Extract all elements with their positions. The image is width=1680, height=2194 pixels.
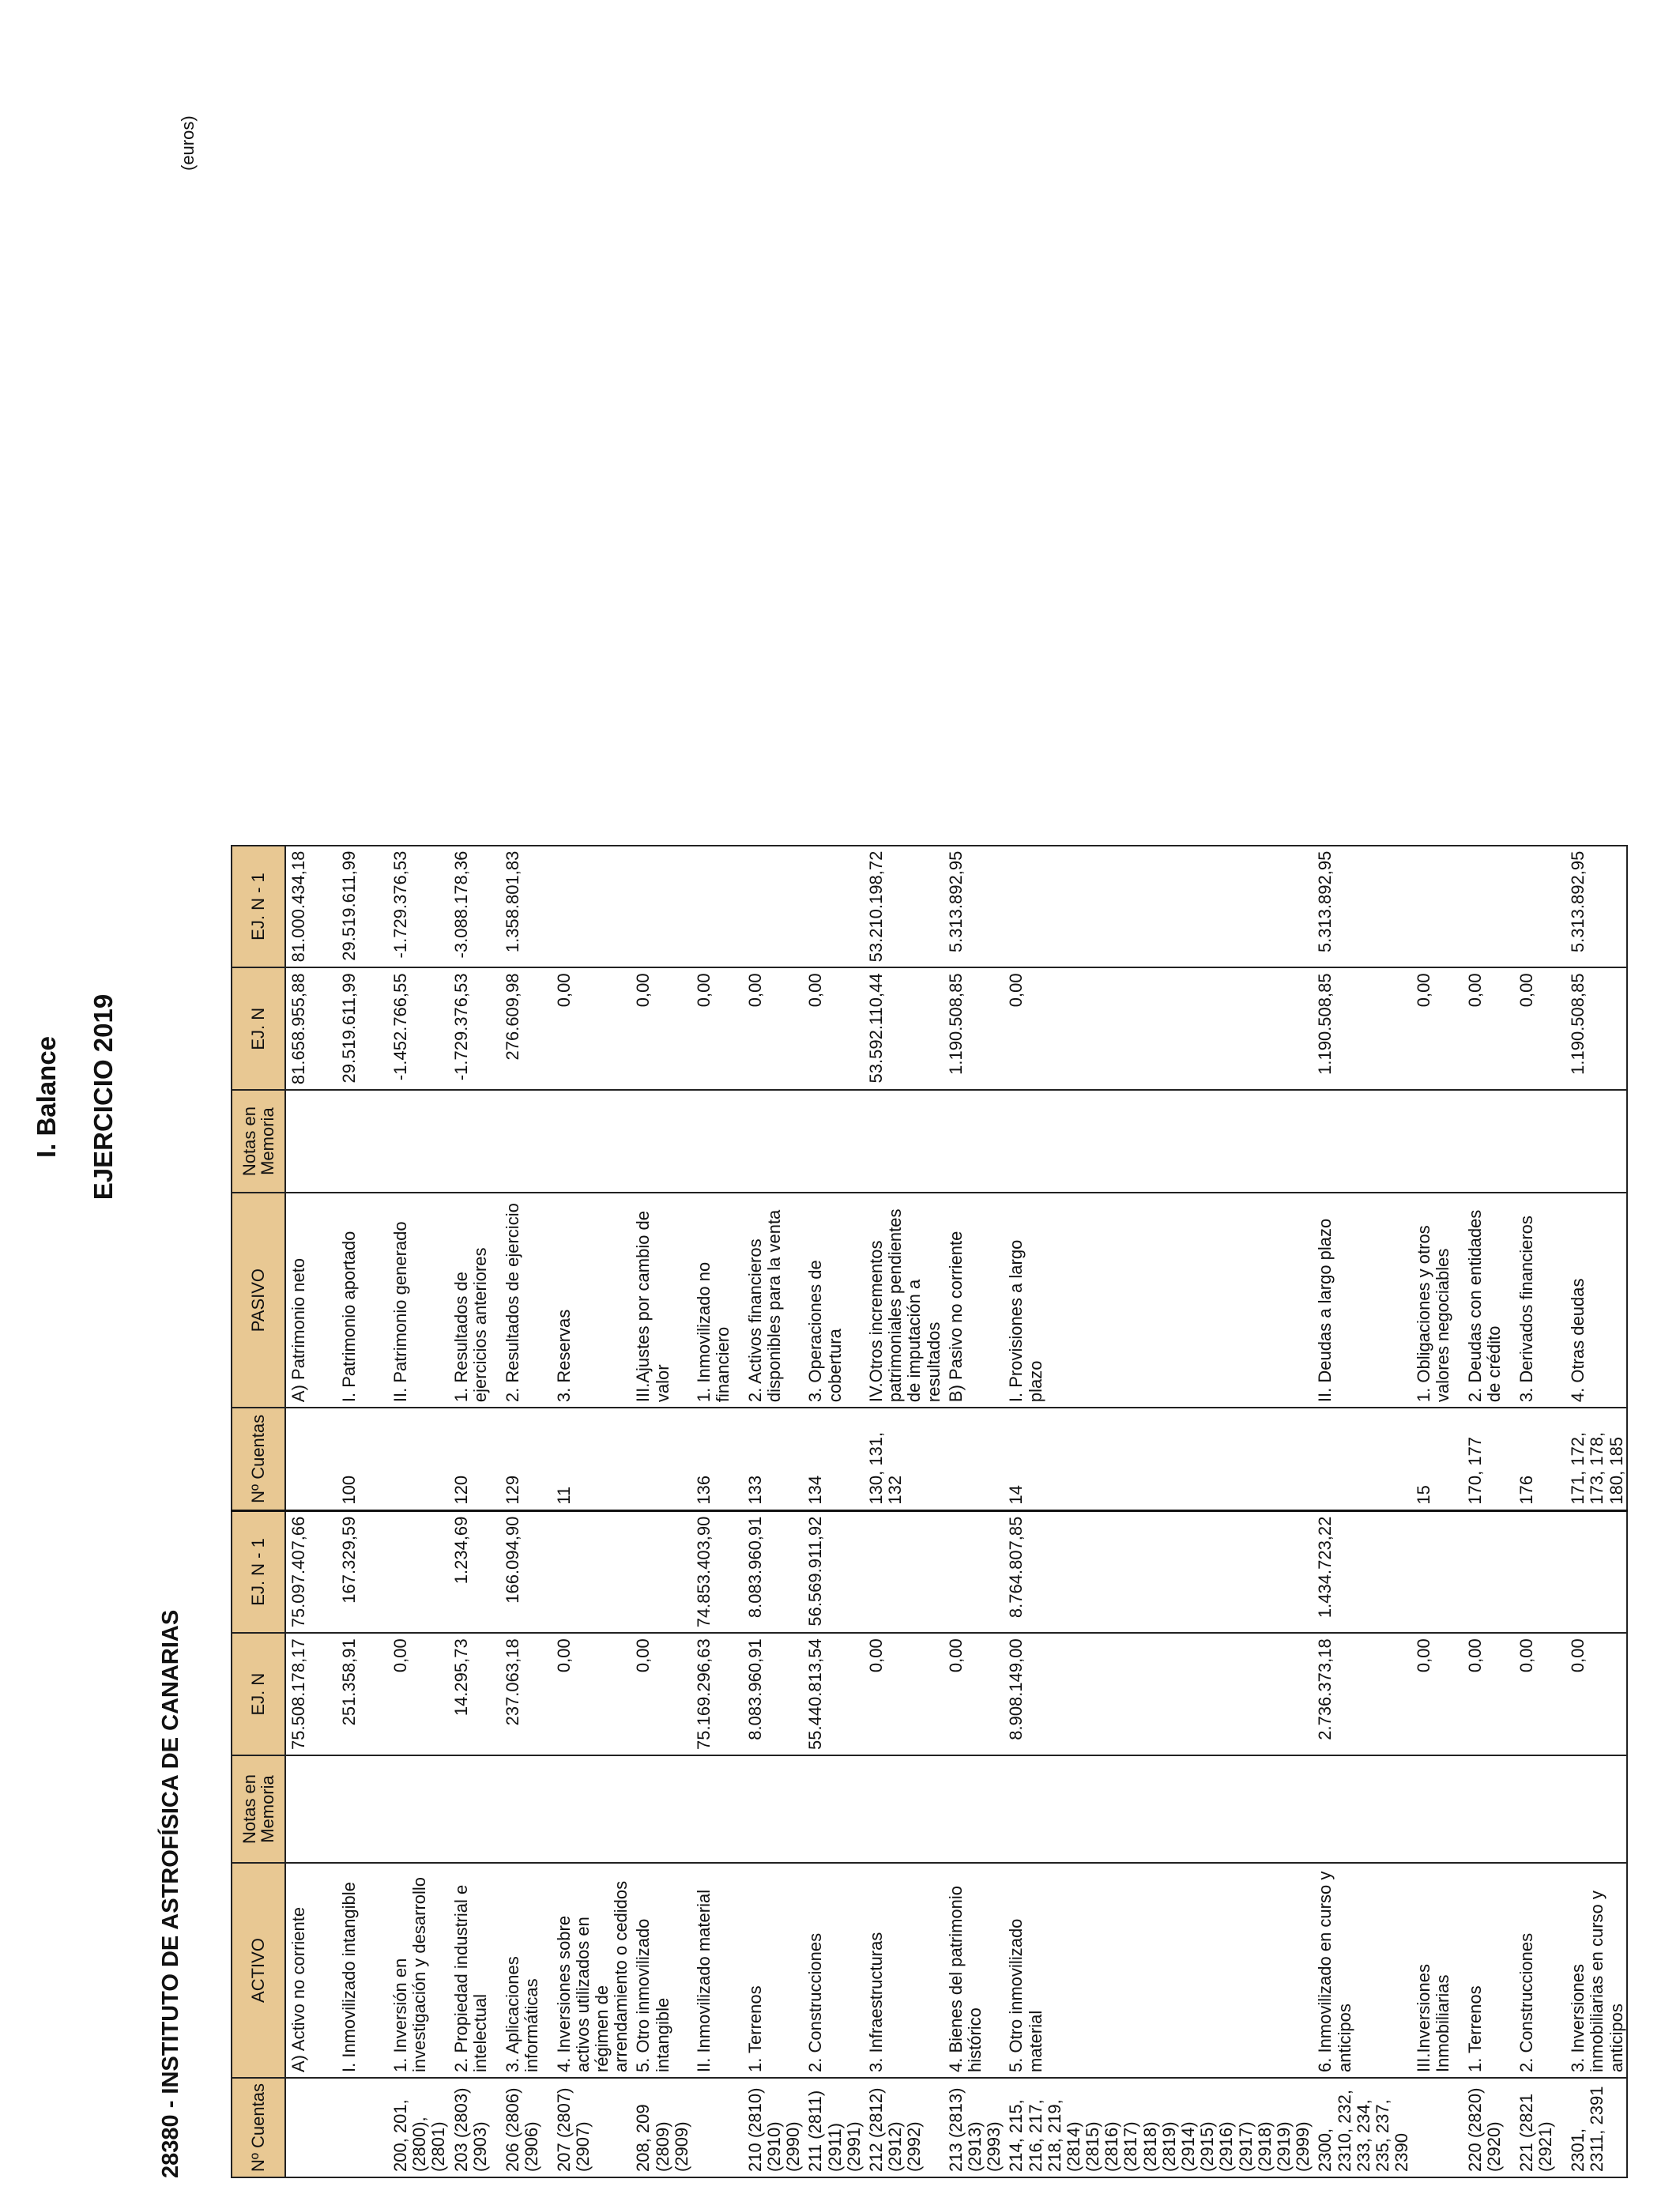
notas-activo — [500, 1755, 552, 1863]
pasivo-ej-n1: 5.313.892,95 — [1313, 846, 1411, 968]
notas-activo — [944, 1755, 1004, 1863]
notas-activo — [864, 1755, 944, 1863]
table-row — [1514, 846, 1565, 2177]
account-code-pasivo — [285, 1408, 337, 1510]
notas-activo — [1463, 1755, 1514, 1863]
table-header-row — [232, 846, 285, 2177]
table-row — [803, 846, 864, 2177]
pasivo-ej-n: 1.190.508,85 — [1565, 967, 1627, 1090]
notas-pasivo — [500, 1090, 552, 1193]
notas-activo — [1313, 1755, 1411, 1863]
pasivo-ej-n: -1.452.766,55 — [388, 967, 449, 1090]
pasivo-ej-n1 — [1004, 846, 1313, 968]
header-ejn1-pasivo: EJ. N - 1 — [232, 846, 285, 968]
activo-label: II. Inmovilizado material — [691, 1863, 743, 2078]
header-ejn-activo: EJ. N — [232, 1633, 285, 1755]
account-code-activo — [285, 2078, 337, 2177]
header-pasivo: PASIVO — [232, 1193, 285, 1408]
pasivo-label: 1. Obligaciones y otros valores negociables — [1411, 1193, 1463, 1408]
notas-activo — [1411, 1755, 1463, 1863]
pasivo-label: I. Provisiones a largo plazo — [1004, 1193, 1313, 1408]
activo-label: I. Inmovilizado intangible — [337, 1863, 388, 2078]
pasivo-ej-n1: 53.210.198,72 — [864, 846, 944, 968]
table-row — [552, 846, 631, 2177]
pasivo-label: 1. Resultados de ejercicios anteriores — [449, 1193, 500, 1408]
pasivo-ej-n1 — [631, 846, 691, 968]
account-code-pasivo: 133 — [743, 1408, 804, 1510]
notas-pasivo — [449, 1090, 500, 1193]
pasivo-ej-n: 81.658.955,88 — [285, 967, 337, 1090]
pasivo-ej-n: 29.519.611,99 — [337, 967, 388, 1090]
table-row — [337, 846, 388, 2177]
notas-activo — [743, 1755, 804, 1863]
account-code-pasivo: 129 — [500, 1408, 552, 1510]
table-row — [743, 846, 804, 2177]
table-row — [631, 846, 691, 2177]
pasivo-ej-n: 1.190.508,85 — [1313, 967, 1411, 1090]
pasivo-ej-n: 0,00 — [631, 967, 691, 1090]
account-code-pasivo — [388, 1408, 449, 1510]
pasivo-ej-n: 53.592.110,44 — [864, 967, 944, 1090]
activo-ej-n1: 166.094,90 — [500, 1510, 552, 1633]
pasivo-label: A) Patrimonio neto — [285, 1193, 337, 1408]
activo-ej-n: 251.358,91 — [337, 1633, 388, 1755]
activo-ej-n: 0,00 — [864, 1633, 944, 1755]
pasivo-ej-n1 — [1514, 846, 1565, 968]
activo-ej-n1 — [1514, 1510, 1565, 1633]
header-cuentas-activo: Nº Cuentas — [232, 2078, 285, 2177]
account-code-activo — [691, 2078, 743, 2177]
pasivo-ej-n1: 81.000.434,18 — [285, 846, 337, 968]
pasivo-ej-n: 0,00 — [803, 967, 864, 1090]
account-code-activo: 208, 209 (2809) (2909) — [631, 2078, 691, 2177]
activo-ej-n1: 8.083.960,91 — [743, 1510, 804, 1633]
activo-ej-n: 14.295,73 — [449, 1633, 500, 1755]
activo-label: 3. Aplicaciones informáticas — [500, 1863, 552, 2078]
account-code-pasivo — [1313, 1408, 1411, 1510]
activo-ej-n1: 1.434.723,22 — [1313, 1510, 1411, 1633]
account-code-pasivo: 14 — [1004, 1408, 1313, 1510]
header-notas-activo: Notas en Memoria — [232, 1755, 285, 1863]
activo-ej-n: 0,00 — [388, 1633, 449, 1755]
table-row — [944, 846, 1004, 2177]
activo-label: 1. Inversión en investigación y desarrollo — [388, 1863, 449, 2078]
table-row — [1313, 846, 1411, 2177]
pasivo-label: 1. Inmovilizado no financiero — [691, 1193, 743, 1408]
account-code-activo: 2300, 2310, 232, 233, 234, 235, 237, 2390 — [1313, 2078, 1411, 2177]
account-code-activo: 203 (2803) (2903) — [449, 2078, 500, 2177]
notas-pasivo — [285, 1090, 337, 1193]
account-code-pasivo: 11 — [552, 1408, 631, 1510]
account-code-pasivo — [631, 1408, 691, 1510]
activo-label: III.Inversiones Inmobiliarias — [1411, 1863, 1463, 2078]
pasivo-label: B) Pasivo no corriente — [944, 1193, 1004, 1408]
pasivo-label: IV.Otros incrementos patrimoniales pendientes de imputación a resultados — [864, 1193, 944, 1408]
pasivo-label: 2. Activos financieros disponibles para la venta — [743, 1193, 804, 1408]
pasivo-ej-n: 0,00 — [552, 967, 631, 1090]
notas-pasivo — [1514, 1090, 1565, 1193]
account-code-pasivo: 170, 177 — [1463, 1408, 1514, 1510]
header-ejn-pasivo: EJ. N — [232, 967, 285, 1090]
exercise-year: EJERCICIO 2019 — [89, 993, 118, 1201]
pasivo-ej-n1: 5.313.892,95 — [1565, 846, 1627, 968]
pasivo-ej-n1 — [1411, 846, 1463, 968]
header-cuentas-pasivo: Nº Cuentas — [232, 1408, 285, 1510]
activo-ej-n: 75.169.296,63 — [691, 1633, 743, 1755]
balance-table — [231, 845, 1628, 2178]
notas-activo — [691, 1755, 743, 1863]
activo-ej-n: 8.083.960,91 — [743, 1633, 804, 1755]
activo-label: 5. Otro inmovilizado material — [1004, 1863, 1313, 2078]
notas-pasivo — [1565, 1090, 1627, 1193]
activo-ej-n1: 56.569.911,92 — [803, 1510, 864, 1633]
activo-label: 2. Construcciones — [803, 1863, 864, 2078]
account-code-activo: 2301, 2311, 2391 — [1565, 2078, 1627, 2177]
activo-ej-n1 — [1565, 1510, 1627, 1633]
activo-ej-n: 237.063,18 — [500, 1633, 552, 1755]
pasivo-label: 2. Resultados de ejercicio — [500, 1193, 552, 1408]
account-code-activo — [337, 2078, 388, 2177]
table-row — [1411, 846, 1463, 2177]
account-code-activo: 220 (2820) (2920) — [1463, 2078, 1514, 2177]
table-row — [1565, 846, 1627, 2177]
activo-ej-n1: 1.234,69 — [449, 1510, 500, 1633]
activo-label: 2. Propiedad industrial e intelectual — [449, 1863, 500, 2078]
notas-pasivo — [1463, 1090, 1514, 1193]
account-code-activo — [1411, 2078, 1463, 2177]
activo-label: 6. Inmovilizado en curso y anticipos — [1313, 1863, 1411, 2078]
activo-ej-n: 75.508.178,17 — [285, 1633, 337, 1755]
pasivo-ej-n: 0,00 — [691, 967, 743, 1090]
activo-ej-n1: 8.764.807,85 — [1004, 1510, 1313, 1633]
notas-activo — [631, 1755, 691, 1863]
header-activo: ACTIVO — [232, 1863, 285, 2078]
activo-ej-n1 — [1411, 1510, 1463, 1633]
notas-activo — [449, 1755, 500, 1863]
notas-pasivo — [631, 1090, 691, 1193]
pasivo-ej-n1: 29.519.611,99 — [337, 846, 388, 968]
activo-ej-n1: 167.329,59 — [337, 1510, 388, 1633]
activo-ej-n1 — [388, 1510, 449, 1633]
activo-label: A) Activo no corriente — [285, 1863, 337, 2078]
notas-activo — [388, 1755, 449, 1863]
pasivo-ej-n: 0,00 — [743, 967, 804, 1090]
table-row — [285, 846, 337, 2177]
activo-ej-n1 — [864, 1510, 944, 1633]
table-row — [1463, 846, 1514, 2177]
notas-pasivo — [337, 1090, 388, 1193]
table-row — [388, 846, 449, 2177]
notas-pasivo — [803, 1090, 864, 1193]
activo-ej-n: 0,00 — [1565, 1633, 1627, 1755]
pasivo-label: III.Ajustes por cambio de valor — [631, 1193, 691, 1408]
pasivo-ej-n1 — [803, 846, 864, 968]
pasivo-label: 3. Reservas — [552, 1193, 631, 1408]
pasivo-label: 3. Derivados financieros — [1514, 1193, 1565, 1408]
account-code-pasivo: 15 — [1411, 1408, 1463, 1510]
account-code-activo: 206 (2806) (2906) — [500, 2078, 552, 2177]
page-title: I. Balance — [32, 1035, 61, 1159]
pasivo-label: 4. Otras deudas — [1565, 1193, 1627, 1408]
account-code-activo: 211 (2811) (2911) (2991) — [803, 2078, 864, 2177]
pasivo-ej-n1: -1.729.376,53 — [388, 846, 449, 968]
notas-pasivo — [944, 1090, 1004, 1193]
pasivo-label: 2. Deudas con entidades de crédito — [1463, 1193, 1514, 1408]
activo-ej-n1 — [1463, 1510, 1514, 1633]
pasivo-label: II. Patrimonio generado — [388, 1193, 449, 1408]
header-ejn1-activo: EJ. N - 1 — [232, 1510, 285, 1633]
activo-label: 1. Terrenos — [743, 1863, 804, 2078]
pasivo-ej-n: 0,00 — [1004, 967, 1313, 1090]
account-code-activo: 200, 201, (2800), (2801) — [388, 2078, 449, 2177]
pasivo-ej-n: 1.190.508,85 — [944, 967, 1004, 1090]
notas-pasivo — [552, 1090, 631, 1193]
notas-pasivo — [388, 1090, 449, 1193]
activo-ej-n: 0,00 — [1514, 1633, 1565, 1755]
pasivo-ej-n1: 5.313.892,95 — [944, 846, 1004, 968]
account-code-activo: 214, 215, 216, 217, 218, 219, (2814) (2815) (2816) (2817) (2818) (2819) (2914) (2915) (2916) (2917) (2918) (2919) (2999) — [1004, 2078, 1313, 2177]
pasivo-ej-n1 — [1463, 846, 1514, 968]
activo-ej-n1: 74.853.403,90 — [691, 1510, 743, 1633]
notas-activo — [285, 1755, 337, 1863]
pasivo-label: I. Patrimonio aportado — [337, 1193, 388, 1408]
activo-label: 5. Otro inmovilizado intangible — [631, 1863, 691, 2078]
units-label: (euros) — [178, 115, 198, 171]
activo-ej-n: 8.908.149,00 — [1004, 1633, 1313, 1755]
pasivo-ej-n1: -3.088.178,36 — [449, 846, 500, 968]
activo-ej-n: 2.736.373,18 — [1313, 1633, 1411, 1755]
header-notas-pasivo: Notas en Memoria — [232, 1090, 285, 1193]
activo-ej-n1 — [944, 1510, 1004, 1633]
activo-label: 3. Inversiones inmobiliarias en curso y anticipos — [1565, 1863, 1627, 2078]
account-code-pasivo: 100 — [337, 1408, 388, 1510]
account-code-activo: 213 (2813) (2913) (2993) — [944, 2078, 1004, 2177]
notas-activo — [1004, 1755, 1313, 1863]
table-row — [449, 846, 500, 2177]
pasivo-ej-n: 0,00 — [1411, 967, 1463, 1090]
account-code-pasivo: 120 — [449, 1408, 500, 1510]
table-row — [691, 846, 743, 2177]
activo-label: 4. Inversiones sobre activos utilizados en régimen de arrendamiento o cedidos — [552, 1863, 631, 2078]
notas-pasivo — [1313, 1090, 1411, 1193]
activo-label: 2. Construcciones — [1514, 1863, 1565, 2078]
notas-pasivo — [1411, 1090, 1463, 1193]
pasivo-label: 3. Operaciones de cobertura — [803, 1193, 864, 1408]
pasivo-ej-n1 — [743, 846, 804, 968]
pasivo-ej-n: 0,00 — [1463, 967, 1514, 1090]
account-code-pasivo: 130, 131, 132 — [864, 1408, 944, 1510]
account-code-activo: 207 (2807) (2907) — [552, 2078, 631, 2177]
account-code-activo: 210 (2810) (2910) (2990) — [743, 2078, 804, 2177]
activo-label: 3. Infraestructuras — [864, 1863, 944, 2078]
account-code-pasivo: 136 — [691, 1408, 743, 1510]
account-code-activo: 221 (2821 (2921) — [1514, 2078, 1565, 2177]
notas-pasivo — [743, 1090, 804, 1193]
entity-name: 28380 - INSTITUTO DE ASTROFÍSICA DE CANARIAS — [158, 1609, 183, 2178]
notas-activo — [552, 1755, 631, 1863]
notas-activo — [803, 1755, 864, 1863]
pasivo-ej-n1 — [691, 846, 743, 968]
activo-ej-n: 0,00 — [1411, 1633, 1463, 1755]
activo-ej-n: 0,00 — [552, 1633, 631, 1755]
activo-ej-n1: 75.097.407,66 — [285, 1510, 337, 1633]
activo-ej-n: 0,00 — [1463, 1633, 1514, 1755]
pasivo-label: II. Deudas a largo plazo — [1313, 1193, 1411, 1408]
table-row — [500, 846, 552, 2177]
notas-pasivo — [864, 1090, 944, 1193]
pasivo-ej-n1 — [552, 846, 631, 968]
pasivo-ej-n: 276.609,98 — [500, 967, 552, 1090]
account-code-pasivo: 134 — [803, 1408, 864, 1510]
account-code-pasivo: 171, 172, 173, 178, 180, 185 — [1565, 1408, 1627, 1510]
account-code-activo: 212 (2812) (2912) (2992) — [864, 2078, 944, 2177]
activo-label: 1. Terrenos — [1463, 1863, 1514, 2078]
account-code-pasivo — [944, 1408, 1004, 1510]
activo-ej-n1 — [631, 1510, 691, 1633]
activo-ej-n: 0,00 — [944, 1633, 1004, 1755]
notas-pasivo — [1004, 1090, 1313, 1193]
notas-pasivo — [691, 1090, 743, 1193]
notas-activo — [1565, 1755, 1627, 1863]
activo-ej-n: 0,00 — [631, 1633, 691, 1755]
pasivo-ej-n1: 1.358.801,83 — [500, 846, 552, 968]
pasivo-ej-n: 0,00 — [1514, 967, 1565, 1090]
account-code-pasivo: 176 — [1514, 1408, 1565, 1510]
activo-ej-n1 — [552, 1510, 631, 1633]
notas-activo — [1514, 1755, 1565, 1863]
pasivo-ej-n: -1.729.376,53 — [449, 967, 500, 1090]
table-row — [864, 846, 944, 2177]
activo-label: 4. Bienes del patrimonio histórico — [944, 1863, 1004, 2078]
activo-ej-n: 55.440.813,54 — [803, 1633, 864, 1755]
table-row — [1004, 846, 1313, 2177]
notas-activo — [337, 1755, 388, 1863]
